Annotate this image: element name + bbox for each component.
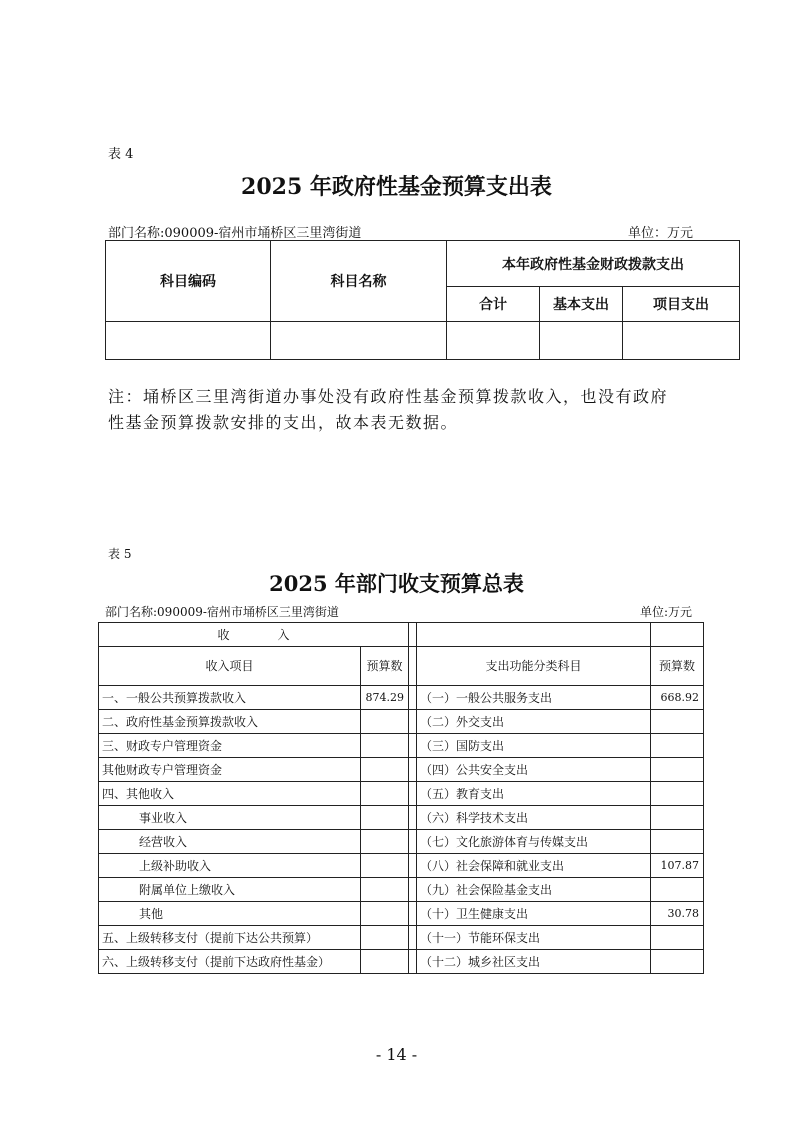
table4-header-project: 项目支出 xyxy=(623,287,740,322)
income-value xyxy=(361,782,409,806)
income-item: 附属单位上缴收入 xyxy=(99,878,361,902)
table4-header-name: 科目名称 xyxy=(271,241,447,322)
table4 xyxy=(105,240,740,360)
expense-value xyxy=(651,926,704,950)
income-item: 经营收入 xyxy=(99,830,361,854)
income-item: 四、其他收入 xyxy=(99,782,361,806)
income-item: 五、上级转移支付（提前下达公共预算） xyxy=(99,926,361,950)
expense-item: （六）科学技术支出 xyxy=(417,806,651,830)
table5-col-income-item: 收入项目 xyxy=(99,647,361,686)
table-row xyxy=(99,950,704,974)
income-value: 874.29 xyxy=(361,686,409,710)
table-row xyxy=(99,806,704,830)
income-item: 事业收入 xyxy=(99,806,361,830)
income-item: 三、财政专户管理资金 xyxy=(99,734,361,758)
income-value xyxy=(361,758,409,782)
page-number: - 14 - xyxy=(375,1045,418,1064)
income-value xyxy=(361,950,409,974)
table-row xyxy=(99,878,704,902)
income-value xyxy=(361,734,409,758)
table-row xyxy=(99,710,704,734)
table5-unit: 单位:万元 xyxy=(640,605,693,619)
income-value xyxy=(361,854,409,878)
income-value xyxy=(361,902,409,926)
table5-dept: 部门名称:090009-宿州市埇桥区三里湾街道 xyxy=(105,605,339,619)
table4-note-line1: 注：埇桥区三里湾街道办事处没有政府性基金预算拨款收入，也没有政府 xyxy=(108,387,669,406)
expense-item: （五）教育支出 xyxy=(417,782,651,806)
table4-header-code: 科目编码 xyxy=(106,241,271,322)
income-value xyxy=(361,830,409,854)
table5-title: 2025 年部门收支预算总表 xyxy=(269,571,524,596)
table-row xyxy=(99,782,704,806)
table-row xyxy=(99,758,704,782)
expense-item: （四）公共安全支出 xyxy=(417,758,651,782)
table5-label: 表 5 xyxy=(108,547,132,561)
table4-unit: 单位：万元 xyxy=(628,226,694,241)
expense-item: （十）卫生健康支出 xyxy=(417,902,651,926)
income-item: 其他财政专户管理资金 xyxy=(99,758,361,782)
income-item: 其他 xyxy=(99,902,361,926)
table-row xyxy=(99,686,704,710)
table-row xyxy=(99,854,704,878)
expense-item: （九）社会保险基金支出 xyxy=(417,878,651,902)
expense-item: （三）国防支出 xyxy=(417,734,651,758)
income-value xyxy=(361,806,409,830)
expense-item: （十二）城乡社区支出 xyxy=(417,950,651,974)
table4-note-line2: 性基金预算拨款安排的支出，故本表无数据。 xyxy=(108,413,459,432)
expense-value: 107.87 xyxy=(651,854,704,878)
table-row xyxy=(99,734,704,758)
table4-empty-row xyxy=(106,322,740,360)
table-row xyxy=(99,902,704,926)
expense-value: 668.92 xyxy=(651,686,704,710)
table5 xyxy=(98,622,704,974)
expense-value xyxy=(651,806,704,830)
income-item: 一、一般公共预算拨款收入 xyxy=(99,686,361,710)
income-item: 六、上级转移支付（提前下达政府性基金） xyxy=(99,950,361,974)
expense-value: 30.78 xyxy=(651,902,704,926)
expense-value xyxy=(651,710,704,734)
table5-col-expense-item: 支出功能分类科目 xyxy=(417,647,651,686)
expense-value xyxy=(651,758,704,782)
expense-item: （八）社会保障和就业支出 xyxy=(417,854,651,878)
income-item: 上级补助收入 xyxy=(99,854,361,878)
table5-col-expense-budget: 预算数 xyxy=(651,647,704,686)
table4-dept: 部门名称:090009-宿州市埇桥区三里湾街道 xyxy=(108,226,362,241)
income-value xyxy=(361,878,409,902)
expense-item: （七）文化旅游体育与传媒支出 xyxy=(417,830,651,854)
table5-col-income-budget: 预算数 xyxy=(361,647,409,686)
table4-title: 2025 年政府性基金预算支出表 xyxy=(241,174,552,200)
income-value xyxy=(361,710,409,734)
expense-item: （一）一般公共服务支出 xyxy=(417,686,651,710)
table-row xyxy=(99,926,704,950)
expense-item: （十一）节能环保支出 xyxy=(417,926,651,950)
expense-value xyxy=(651,830,704,854)
table4-header-group: 本年政府性基金财政拨款支出 xyxy=(447,241,740,287)
expense-value xyxy=(651,950,704,974)
table-row xyxy=(99,830,704,854)
table5-income-header: 收 入 xyxy=(99,623,409,647)
income-value xyxy=(361,926,409,950)
expense-item: （二）外交支出 xyxy=(417,710,651,734)
expense-value xyxy=(651,782,704,806)
table4-label: 表 4 xyxy=(108,147,134,162)
income-item: 二、政府性基金预算拨款收入 xyxy=(99,710,361,734)
expense-value xyxy=(651,878,704,902)
table4-header-total: 合计 xyxy=(447,287,540,322)
table4-header-basic: 基本支出 xyxy=(540,287,623,322)
expense-value xyxy=(651,734,704,758)
